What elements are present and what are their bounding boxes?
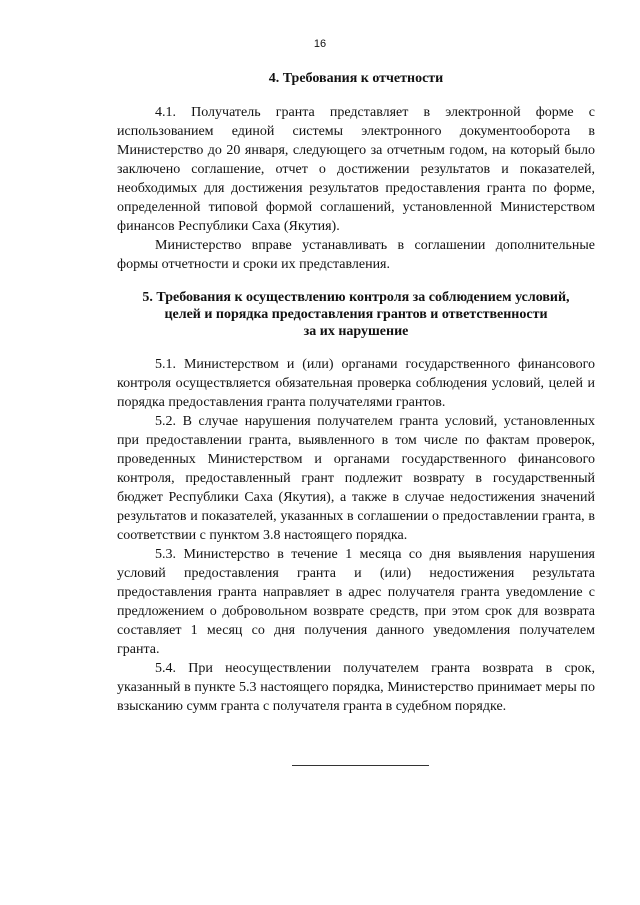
page-number: 16 xyxy=(313,38,327,50)
section-4-heading: 4. Требования к отчетности xyxy=(268,71,444,86)
end-divider xyxy=(292,765,429,766)
paragraph-5-3: 5.3. Министерство в течение 1 месяца со дня выявления нарушения условий предоставления гранта и (или) недостижения результата предоставления гранта направляет в адрес получателя гранта уведомление с предложением о добровольном возврате средств, при этом срок для возврата составляет 1 месяц со дня получения данного уведомления получателем гранта. xyxy=(117,547,595,657)
section-5-heading-line: за их нарушение xyxy=(303,324,409,339)
paragraph-4-2: Министерство вправе устанавливать в соглашении дополнительные формы отчетности и сроки их представления. xyxy=(117,238,595,272)
section-5-heading-line: целей и порядка предоставления грантов и ответственности xyxy=(164,307,548,322)
paragraph-5-2: 5.2. В случае нарушения получателем гранта условий, установленных при предоставлении гранта, выявленного в том числе по фактам проверок, проведенных Министерством и органами государственного финансового контроля, предоставленный грант подлежит возврату в государственный бюджет Республики Саха (Якутия), а также в случае недостижения значений результатов и показателей, указанных в соглашении о предоставлении гранта, в соответствии с пунктом 3.8 настоящего порядка. xyxy=(117,414,595,543)
section-5-heading xyxy=(117,289,595,340)
paragraph-5-4: 5.4. При неосуществлении получателем гранта возврата в срок, указанный в пункте 5.3 настоящего порядка, Министерство принимает меры по взысканию сумм гранта с получателя гранта в судебном порядке. xyxy=(117,661,595,714)
document-body xyxy=(117,70,595,716)
paragraph-5-1: 5.1. Министерством и (или) органами государственного финансового контроля осуществляется обязательная проверка соблюдения условий, целей и порядка предоставления гранта получателями грантов. xyxy=(117,357,595,410)
section-5-heading-line: 5. Требования к осуществлению контроля за соблюдением условий, xyxy=(142,290,570,305)
paragraph-4-1: 4.1. Получатель гранта представляет в электронной форме с использованием единой системы электронного документооборота в Министерство до 20 января, следующего за отчетным годом, на который было заключено соглашение, отчет о достижении результатов и показателей, необходимых для достижения результатов предоставления гранта по форме, определенной типовой формой соглашений, установленной Министерством финансов Республики Саха (Якутия). xyxy=(117,105,595,234)
